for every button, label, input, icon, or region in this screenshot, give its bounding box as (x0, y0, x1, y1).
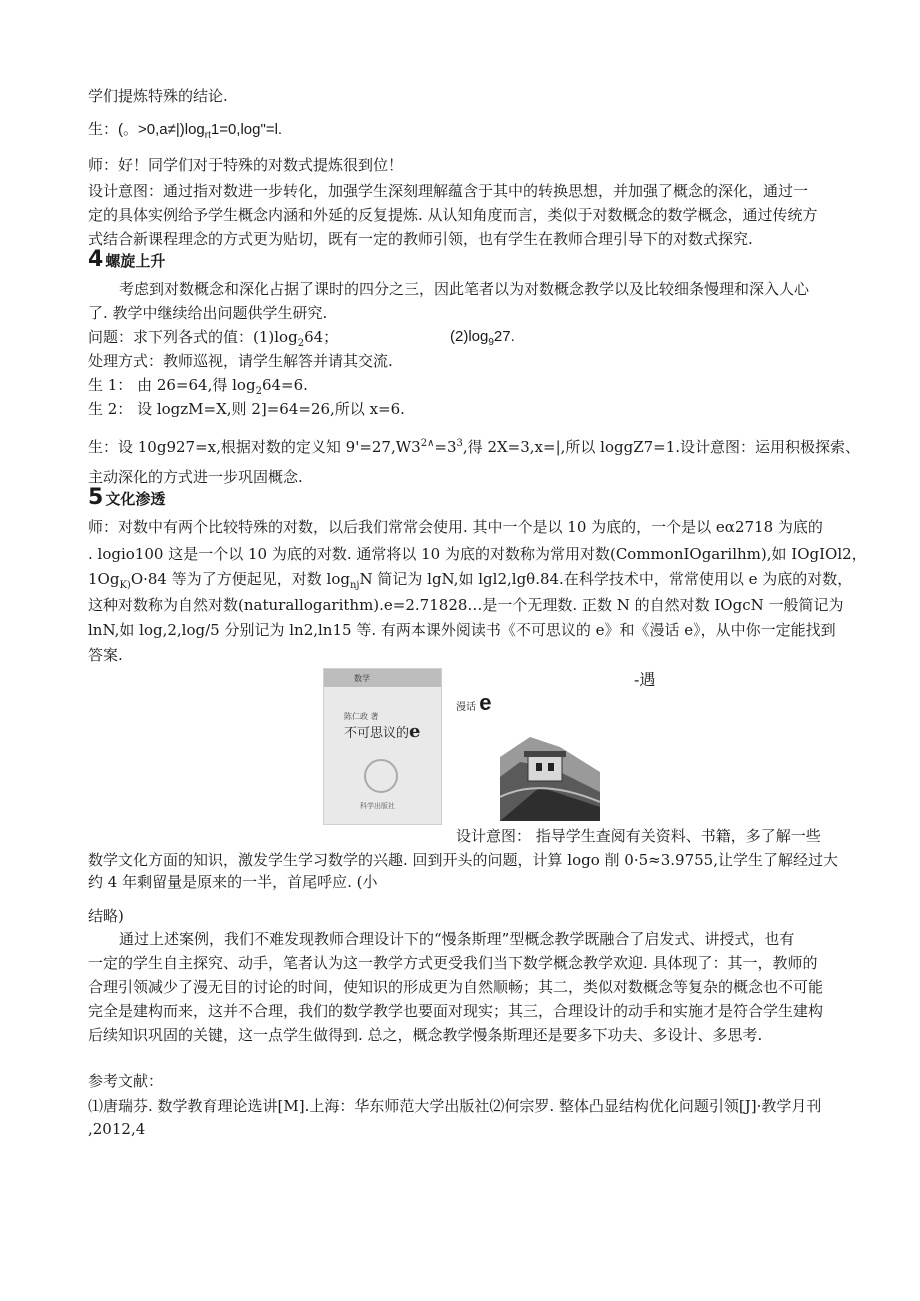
text-segment: (2)log (450, 328, 489, 345)
text-line: 一定的学生自主探究、动手，笔者认为这一教学方式更受我们当下数学概念教学欢迎. 具体现了：其一，教师的 (88, 954, 818, 972)
text-line: . logio100 这是一个以 10 为底的对数. 通常将以 10 为底的对数称为常用对数(CommonIOgarilhm),如 IOgIOl2， (88, 545, 867, 563)
text-line (450, 327, 515, 353)
text-segment: 64； (304, 328, 339, 346)
text-line: lnN,如 log,2,log/5 分别记为 ln2,ln15 等. 有两本课外阅读书《不可思议的 e》和《漫话 e》，从中你一定能找到 (88, 621, 836, 639)
text-segment: 生 1： 由 26=64,得 log (88, 376, 256, 394)
text-line (88, 434, 860, 457)
text-line: 学们提炼特殊的结论. (88, 87, 228, 105)
text-line (88, 375, 308, 402)
book-cover-image (323, 668, 442, 825)
text-segment: O·84 等为了方便起见，对数 log (130, 570, 350, 588)
text-line: 答案. (88, 646, 123, 664)
circle-decoration (364, 759, 398, 793)
text-segment: 生：设 10g927=x,根据对数的定义知 9'=27,W3 (88, 438, 421, 456)
text-line: 后续知识巩固的关键，这一点学生做得到. 总之，概念教学慢条斯理还是要多下功夫、多设计、多思考. (88, 1026, 763, 1044)
text-segment: 问题：求下列各式的值：(1)log (88, 328, 298, 346)
caption-text: 漫话 (456, 702, 476, 713)
section-heading-5 (88, 485, 166, 510)
text-line: 完全是建构而来，这并不合理，我们的数学教学也要面对现实；其三，合理设计的动手和实施才是符合学生建构 (88, 1002, 824, 1020)
text-line (88, 569, 852, 596)
reference-line: ,2012,4 (88, 1120, 146, 1138)
book-title (344, 721, 420, 742)
book-title-e: e (409, 721, 421, 742)
subscript: 9 (488, 337, 494, 348)
caption-e: e (479, 690, 492, 715)
text-line: 处理方式：教师巡视，请学生解答并请其交流. (88, 352, 393, 370)
image-caption-yu: -遇 (634, 672, 656, 689)
book-title-text: 不可思议的 (344, 726, 410, 741)
section-title: 文化渗透 (105, 490, 166, 508)
text-line (88, 327, 338, 354)
book-band-text: 数学 (354, 674, 370, 683)
book-publisher: 科学出版社 (360, 802, 395, 810)
subscript: rt (204, 130, 211, 141)
text-segment: 生：(。>0,a≠|)log (88, 121, 205, 138)
text-line: 设计意图：通过指对数进一步转化，加强学生深刻理解蕴含于其中的转换思想，并加强了概念的深化，通过一 (88, 182, 809, 200)
book-band (324, 669, 441, 687)
book-author: 陈仁政 著 (344, 712, 379, 721)
section-title: 螺旋上升 (105, 252, 166, 270)
superscript: 2∧ (420, 438, 435, 449)
great-wall-photo (500, 717, 600, 821)
section-number: 4 (88, 247, 104, 272)
text-line: 师：对数中有两个比较特殊的对数，以后我们常常会使用. 其中一个是以 10 为底的，一个是以 eα2718 为底的 (88, 518, 823, 536)
text-line: 合理引领减少了漫无目的讨论的时间，使知识的形成更为自然顺畅；其二，类似对数概念等复杂的概念也不可能 (88, 978, 824, 996)
subscript: 2 (255, 386, 262, 397)
text-line: 设计意图： 指导学生查阅有关资料、书籍，多了解一些 (456, 827, 821, 845)
reference-line: ⑴唐瑞芬. 数学教育理论选讲[M].上海：华东师范大学出版社⑵何宗罗. 整体凸显结构优化问题引领[J]·教学月刊 (88, 1097, 822, 1115)
text-line: 考虑到对数概念和深化占据了课时的四分之三，因此笔者以为对数概念教学以及比较细条慢理和深入人心 (119, 280, 810, 298)
text-line: 了. 教学中继续给出问题供学生研究. (88, 304, 328, 322)
superscript: 3 (456, 438, 463, 449)
text-segment: 1Og (88, 570, 120, 588)
text-segment: =3 (434, 438, 457, 456)
text-line: 师：好！同学们对于特殊的对数式提炼很到位！ (88, 156, 404, 174)
subscript: 2 (297, 338, 305, 349)
text-line: 通过上述案例，我们不难发现教师合理设计下的“慢条斯理”型概念教学既融合了启发式、讲授式，也有 (119, 930, 795, 948)
image-caption-manhua (456, 690, 491, 716)
text-segment: ,得 2X=3,x=|,所以 loggZ7=1.设计意图：运用积极探索、 (462, 438, 861, 456)
text-line: 约 4 年剩留量是原来的一半，首尾呼应. (小 (88, 873, 378, 891)
text-line: 生 2： 设 logzM=X,则 2]=64=26,所以 x=6. (88, 400, 405, 418)
text-line: 式结合新课程理念的方式更为贴切，既有一定的教师引领，也有学生在教师合理引导下的对数式探究. (88, 230, 753, 248)
text-line: 数学文化方面的知识，激发学生学习数学的兴趣. 回到开头的问题，计算 logo 削 0·5≈3.9755,让学生了解经过大 (88, 851, 838, 869)
subscript: nj (349, 580, 360, 591)
text-segment: 1=0,log"=l. (210, 121, 283, 138)
section-heading-4 (88, 247, 166, 272)
references-heading: 参考文献： (88, 1072, 164, 1090)
text-line: 这种对数称为自然对数(naturallogarithm).e=2.71828…是一个无理数. 正数 N 的自然对数 IOgcN 一般简记为 (88, 596, 844, 614)
section-number: 5 (88, 485, 104, 510)
text-line: 主动深化的方式进一步巩固概念. (88, 468, 303, 486)
text-segment: N 简记为 lgN,如 lgl2,lgθ.84.在科学技术中，常常使用以 e 为底的对数， (359, 570, 853, 588)
subscript: K) (119, 580, 131, 591)
text-line: 结略) (88, 907, 124, 925)
text-line: 定的具体实例给予学生概念内涵和外延的反复提炼. 从认知角度而言，类似于对数概念的数学概念，通过传统方 (88, 206, 818, 224)
text-line (88, 120, 282, 146)
great-wall-illustration (500, 717, 600, 821)
text-segment: 64=6. (261, 376, 308, 394)
text-segment: 27. (493, 328, 515, 345)
